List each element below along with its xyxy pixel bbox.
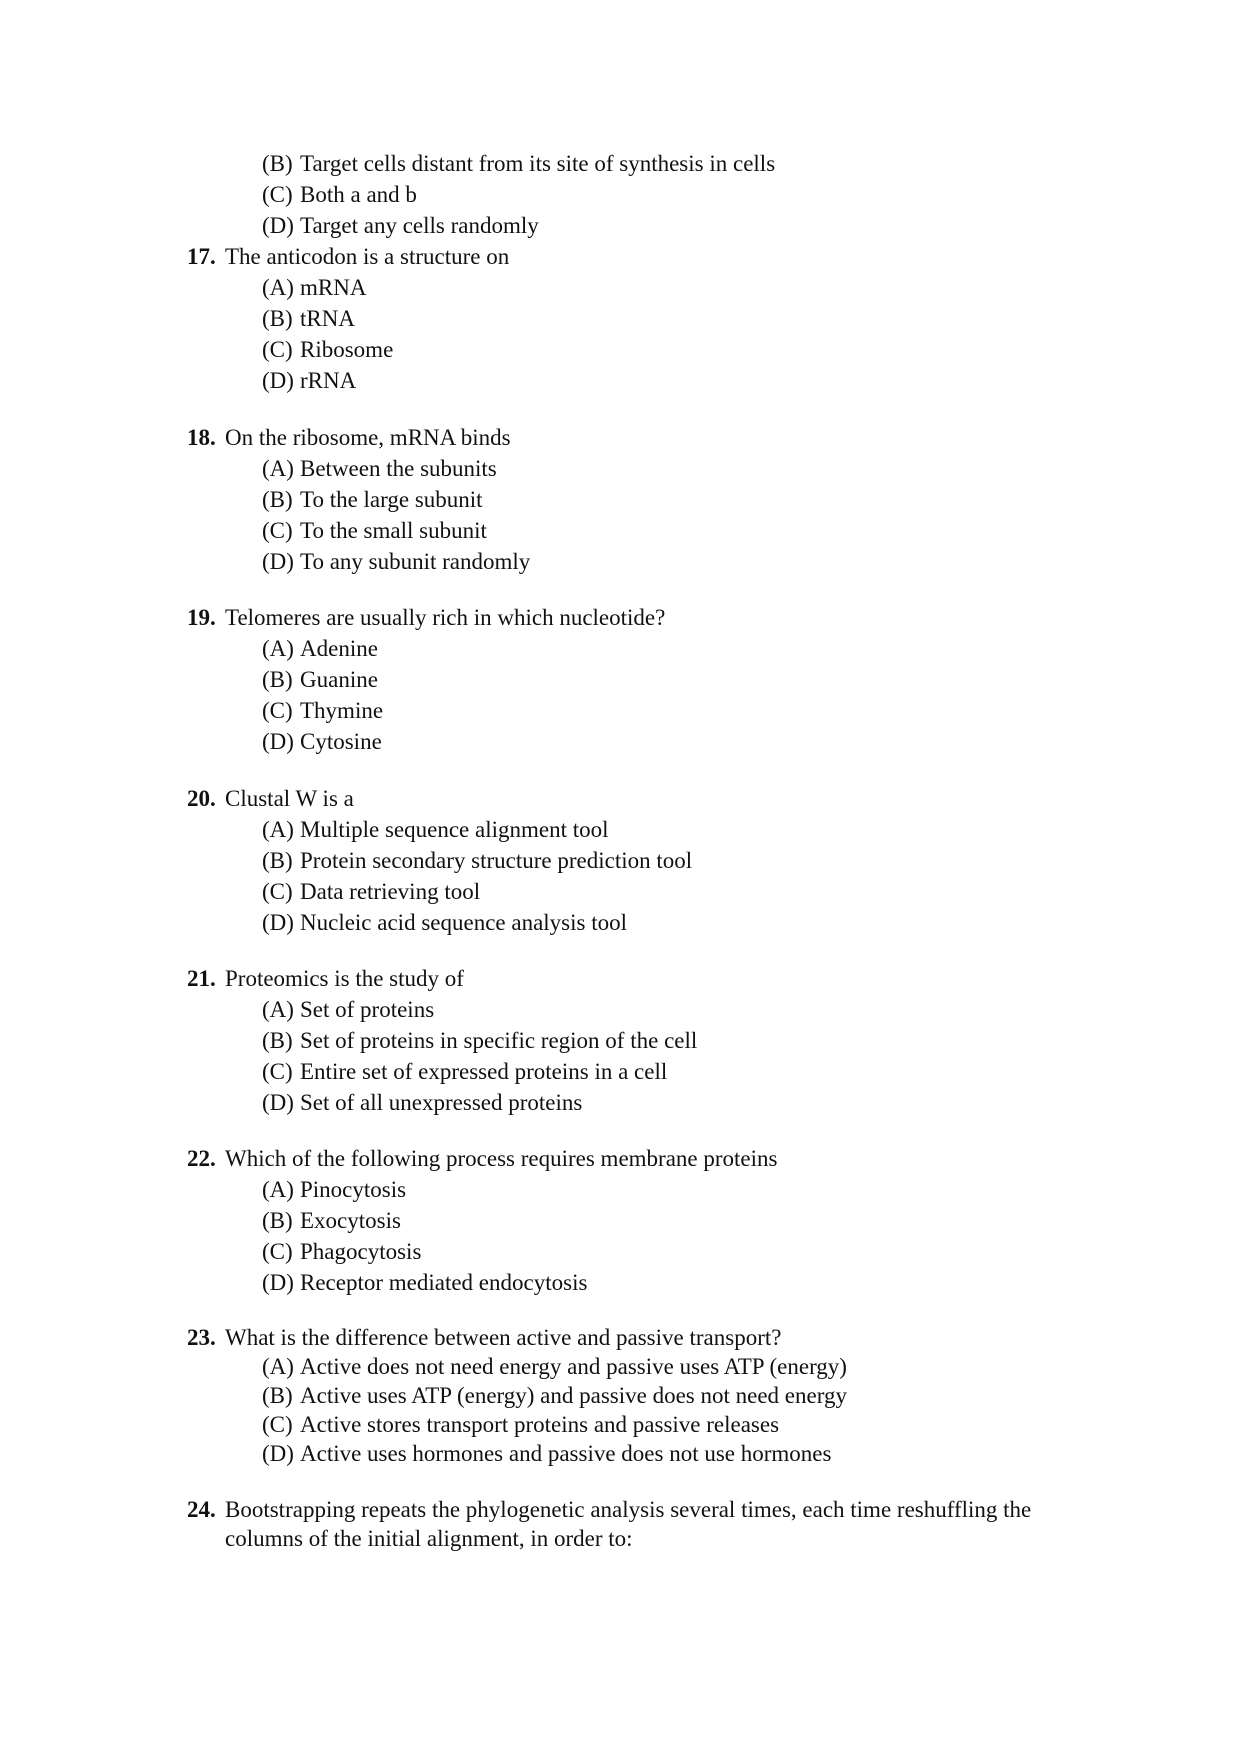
question-number: 19. <box>187 605 216 630</box>
question-text: The anticodon is a structure on <box>225 244 510 269</box>
option-label: (D) <box>262 729 294 754</box>
question-text: Proteomics is the study of <box>225 966 464 991</box>
option-label: (B) <box>262 1028 293 1053</box>
option-item <box>0 633 1241 664</box>
option-label: (C) <box>262 698 293 723</box>
option-item <box>0 365 1241 396</box>
option-text: Set of proteins <box>300 997 435 1022</box>
option-label: (C) <box>262 337 293 362</box>
option-item <box>0 546 1241 577</box>
option-text: Target cells distant from its site of synthesis in cells <box>300 151 776 176</box>
option-label: (D) <box>262 549 294 574</box>
option-label: (D) <box>262 910 294 935</box>
continued-options <box>0 148 1241 241</box>
question-23 <box>0 1323 1241 1468</box>
question-21 <box>0 963 1241 1118</box>
question-number: 20. <box>187 786 216 811</box>
option-text: Between the subunits <box>300 456 497 481</box>
question-stem <box>0 1323 1125 1352</box>
option-text: Active uses ATP (energy) and passive does not need energy <box>300 1383 847 1408</box>
option-item <box>0 1087 1241 1118</box>
option-text: rRNA <box>300 368 357 393</box>
option-label: (C) <box>262 879 293 904</box>
option-item <box>0 1025 1241 1056</box>
option-item <box>0 210 1241 241</box>
question-22 <box>0 1143 1241 1298</box>
option-item <box>0 1381 1241 1410</box>
option-item <box>0 272 1241 303</box>
option-label: (B) <box>262 487 293 512</box>
option-item <box>0 907 1241 938</box>
option-label: (D) <box>262 213 294 238</box>
question-text: Bootstrapping repeats the phylogenetic analysis several times, each time reshuffling the columns of the initial alignment, in order to: <box>225 1497 1032 1551</box>
option-label: (B) <box>262 667 293 692</box>
question-stem <box>0 963 1125 994</box>
option-text: Set of proteins in specific region of the cell <box>300 1028 698 1053</box>
option-text: Active uses hormones and passive does not use hormones <box>300 1441 832 1466</box>
question-stem <box>0 1143 1125 1174</box>
option-text: Nucleic acid sequence analysis tool <box>300 910 627 935</box>
option-label: (C) <box>262 518 293 543</box>
question-stem <box>0 422 1125 453</box>
question-text: On the ribosome, mRNA binds <box>225 425 511 450</box>
option-text: Target any cells randomly <box>300 213 539 238</box>
option-item <box>0 148 1241 179</box>
option-item <box>0 179 1241 210</box>
option-text: mRNA <box>300 275 367 300</box>
question-text: What is the difference between active and passive transport? <box>225 1325 782 1350</box>
option-text: Cytosine <box>300 729 382 754</box>
option-text: Thymine <box>300 698 384 723</box>
option-text: Entire set of expressed proteins in a cell <box>300 1059 668 1084</box>
option-item <box>0 695 1241 726</box>
option-text: Data retrieving tool <box>300 879 481 904</box>
option-label: (C) <box>262 1239 293 1264</box>
option-label: (D) <box>262 1441 294 1466</box>
question-number: 18. <box>187 425 216 450</box>
option-label: (A) <box>262 456 294 481</box>
question-text: Which of the following process requires membrane proteins <box>225 1146 778 1171</box>
option-label: (A) <box>262 817 294 842</box>
question-number: 24. <box>187 1497 216 1522</box>
option-text: Multiple sequence alignment tool <box>300 817 609 842</box>
option-item <box>0 726 1241 757</box>
question-19 <box>0 602 1241 757</box>
option-item <box>0 845 1241 876</box>
option-label: (B) <box>262 1208 293 1233</box>
option-text: Phagocytosis <box>300 1239 422 1264</box>
question-number: 23. <box>187 1325 216 1350</box>
option-label: (A) <box>262 997 294 1022</box>
option-item <box>0 1205 1241 1236</box>
option-label: (C) <box>262 1412 293 1437</box>
option-label: (A) <box>262 275 294 300</box>
option-text: To the small subunit <box>300 518 487 543</box>
option-item <box>0 303 1241 334</box>
option-label: (A) <box>262 636 294 661</box>
question-17 <box>0 241 1241 396</box>
question-number: 21. <box>187 966 216 991</box>
option-item <box>0 334 1241 365</box>
question-stem <box>0 1495 1095 1553</box>
option-label: (B) <box>262 306 293 331</box>
question-24 <box>0 1495 1241 1553</box>
option-text: Active stores transport proteins and passive releases <box>300 1412 780 1437</box>
question-stem <box>0 783 1125 814</box>
option-item <box>0 814 1241 845</box>
option-label: (D) <box>262 1090 294 1115</box>
question-number: 22. <box>187 1146 216 1171</box>
option-text: Pinocytosis <box>300 1177 407 1202</box>
option-item <box>0 1352 1241 1381</box>
option-item <box>0 1410 1241 1439</box>
option-text: Guanine <box>300 667 378 692</box>
option-item <box>0 453 1241 484</box>
option-text: Receptor mediated endocytosis <box>300 1270 588 1295</box>
option-label: (B) <box>262 1383 293 1408</box>
option-item <box>0 1056 1241 1087</box>
question-text: Clustal W is a <box>225 786 354 811</box>
option-label: (B) <box>262 151 293 176</box>
option-text: Ribosome <box>300 337 394 362</box>
option-item <box>0 1236 1241 1267</box>
option-label: (C) <box>262 182 293 207</box>
question-number: 17. <box>187 244 216 269</box>
option-item <box>0 664 1241 695</box>
option-text: Adenine <box>300 636 378 661</box>
option-item <box>0 1267 1241 1298</box>
option-item <box>0 1174 1241 1205</box>
option-label: (D) <box>262 368 294 393</box>
option-item <box>0 484 1241 515</box>
option-text: To any subunit randomly <box>300 549 531 574</box>
option-text: Protein secondary structure prediction tool <box>300 848 693 873</box>
option-text: Set of all unexpressed proteins <box>300 1090 583 1115</box>
option-text: To the large subunit <box>300 487 483 512</box>
question-18 <box>0 422 1241 577</box>
question-20 <box>0 783 1241 938</box>
option-item <box>0 1439 1241 1468</box>
question-text: Telomeres are usually rich in which nucleotide? <box>225 605 666 630</box>
option-item <box>0 876 1241 907</box>
option-text: Both a and b <box>300 182 417 207</box>
question-stem <box>0 602 1125 633</box>
option-item <box>0 515 1241 546</box>
option-label: (B) <box>262 848 293 873</box>
question-stem <box>0 241 1125 272</box>
option-item <box>0 994 1241 1025</box>
option-text: Active does not need energy and passive uses ATP (energy) <box>300 1354 847 1379</box>
option-text: Exocytosis <box>300 1208 401 1233</box>
option-label: (A) <box>262 1354 294 1379</box>
option-label: (D) <box>262 1270 294 1295</box>
option-label: (A) <box>262 1177 294 1202</box>
option-label: (C) <box>262 1059 293 1084</box>
option-text: tRNA <box>300 306 355 331</box>
